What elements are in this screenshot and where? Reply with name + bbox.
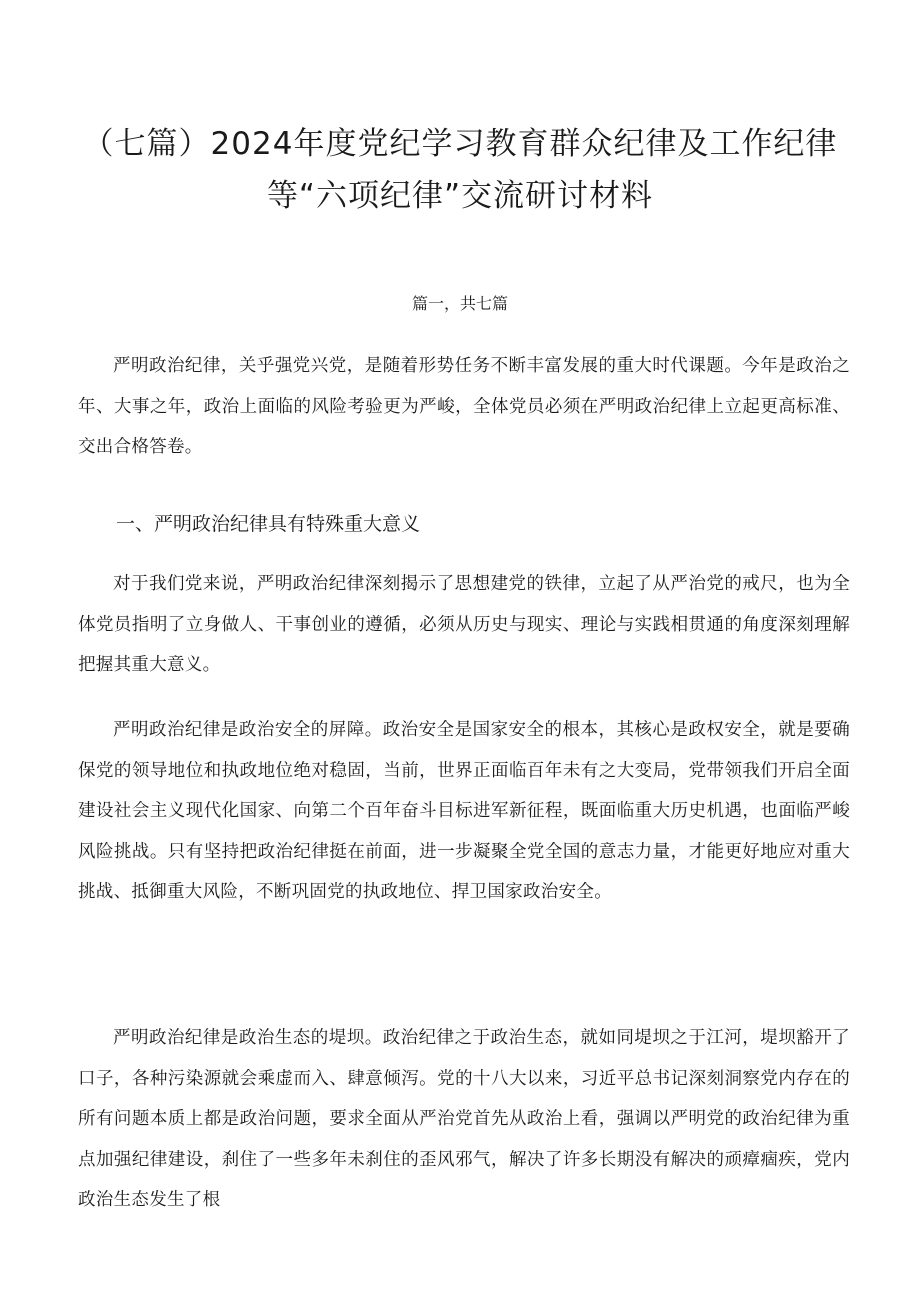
section-heading: 一、严明政治纪律具有特殊重大意义 <box>116 513 421 535</box>
paragraph-political-ecology: 严明政治纪律是政治生态的堤坝。政治纪律之于政治生态，就如同堤坝之于江河，堤坝豁开了口子，各种污染源就会乘虚而入、肆意倾泻。党的十八大以来，习近平总书记深刻洞察党内存在的所有问题本质上都是政治问题，要求全面从严治党首先从政治上看，强调以严明党的政治纪律为重点加强纪律建设，刹住了一些多年未刹住的歪风邪气，解决了许多长期没有解决的顽瘴痼疾，党内政治生态发生了根 <box>78 1028 850 1210</box>
document-subtitle: 篇一，共七篇 <box>411 294 508 313</box>
paragraph-intro: 严明政治纪律，关乎强党兴党，是随着形势任务不断丰富发展的重大时代课题。今年是政治之年、大事之年，政治上面临的风险考验更为严峻，全体党员必须在严明政治纪律上立起更高标准、交出合格答卷。 <box>78 356 850 457</box>
paragraph-significance: 对于我们党来说，严明政治纪律深刻揭示了思想建党的铁律，立起了从严治党的戒尺，也为全体党员指明了立身做人、干事创业的遵循，必须从历史与现实、理论与实践相贯通的角度深刻理解把握其重大意义。 <box>78 574 850 675</box>
document-title: （七篇）2024年度党纪学习教育群众纪律及工作纪律等“六项纪律”交流研讨材料 <box>82 126 838 214</box>
paragraph-political-security: 严明政治纪律是政治安全的屏障。政治安全是国家安全的根本，其核心是政权安全，就是要确保党的领导地位和执政地位绝对稳固，当前，世界正面临百年未有之大变局，党带领我们开启全面建设社会主义现代化国家、向第二个百年奋斗目标进军新征程，既面临重大历史机遇，也面临严峻风险挑战。只有坚持把政治纪律挺在前面，进一步凝聚全党全国的意志力量，才能更好地应对重大挑战、抵御重大风险，不断巩固党的执政地位、捍卫国家政治安全。 <box>78 720 850 902</box>
